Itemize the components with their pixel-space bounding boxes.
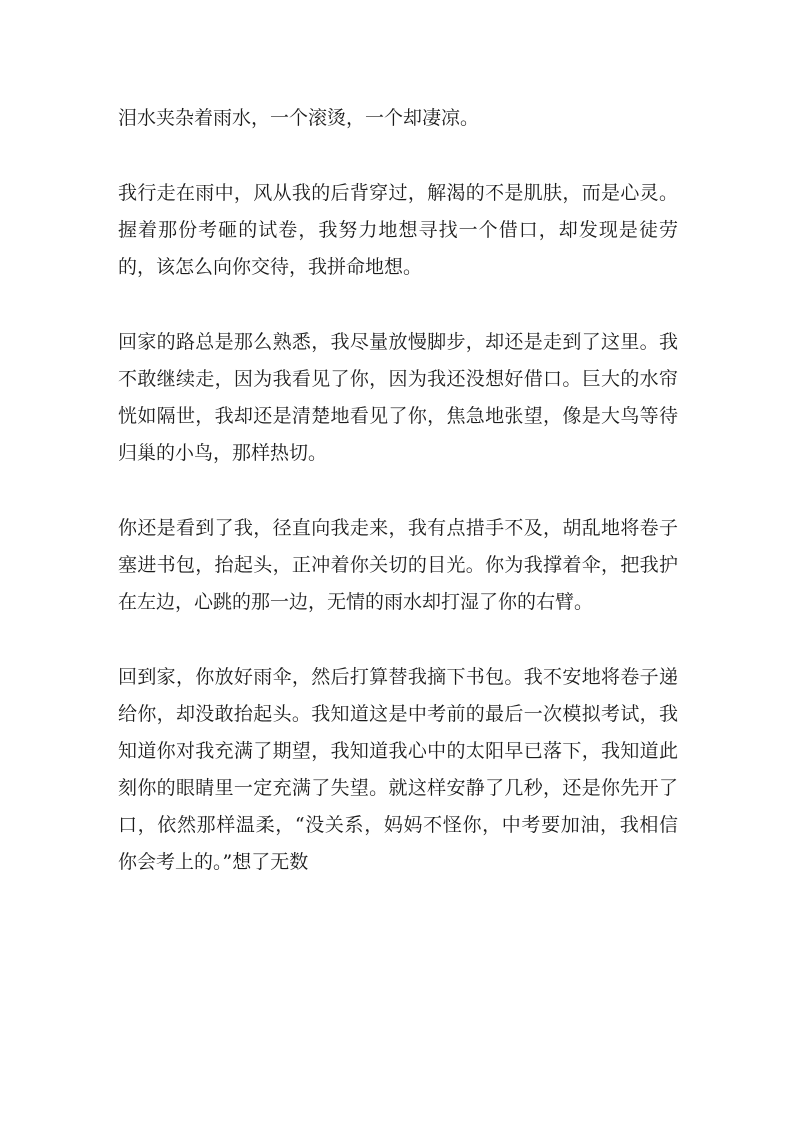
paragraph-1: 泪水夹杂着雨水，一个滚烫，一个却凄凉。	[118, 107, 480, 129]
paragraph-3: 回家的路总是那么熟悉，我尽量放慢脚步，却还是走到了这里。我不敢继续走，因为我看见了你，因为我还没想好借口。巨大的水帘恍如隔世，我却还是清楚地看见了你，焦急地张望，像是大鸟等待归巢的小鸟，那样热切。	[118, 331, 678, 464]
paragraph-5: 回到家，你放好雨伞，然后打算替我摘下书包。我不安地将卷子递给你，却没敢抬起头。我知道这是中考前的最后一次模拟考试，我知道你对我充满了期望，我知道我心中的太阳早已落下，我知道此刻你的眼睛里一定充满了失望。就这样安静了几秒，还是你先开了口，依然那样温柔，“没关系，妈妈不怪你，中考要加油，我相信你会考上的。”想了无数	[118, 666, 678, 873]
document-body	[118, 100, 678, 919]
paragraph-2: 我行走在雨中，风从我的后背穿过，解渴的不是肌肤，而是心灵。握着那份考砸的试卷，我努力地想寻找一个借口，却发现是徒劳的，该怎么向你交待，我拼命地想。	[118, 182, 678, 278]
paragraph-4: 你还是看到了我，径直向我走来，我有点措手不及，胡乱地将卷子塞进书包，抬起头，正冲着你关切的目光。你为我撑着伞，把我护在左边，心跳的那一边，无情的雨水却打湿了你的右臂。	[118, 517, 678, 613]
